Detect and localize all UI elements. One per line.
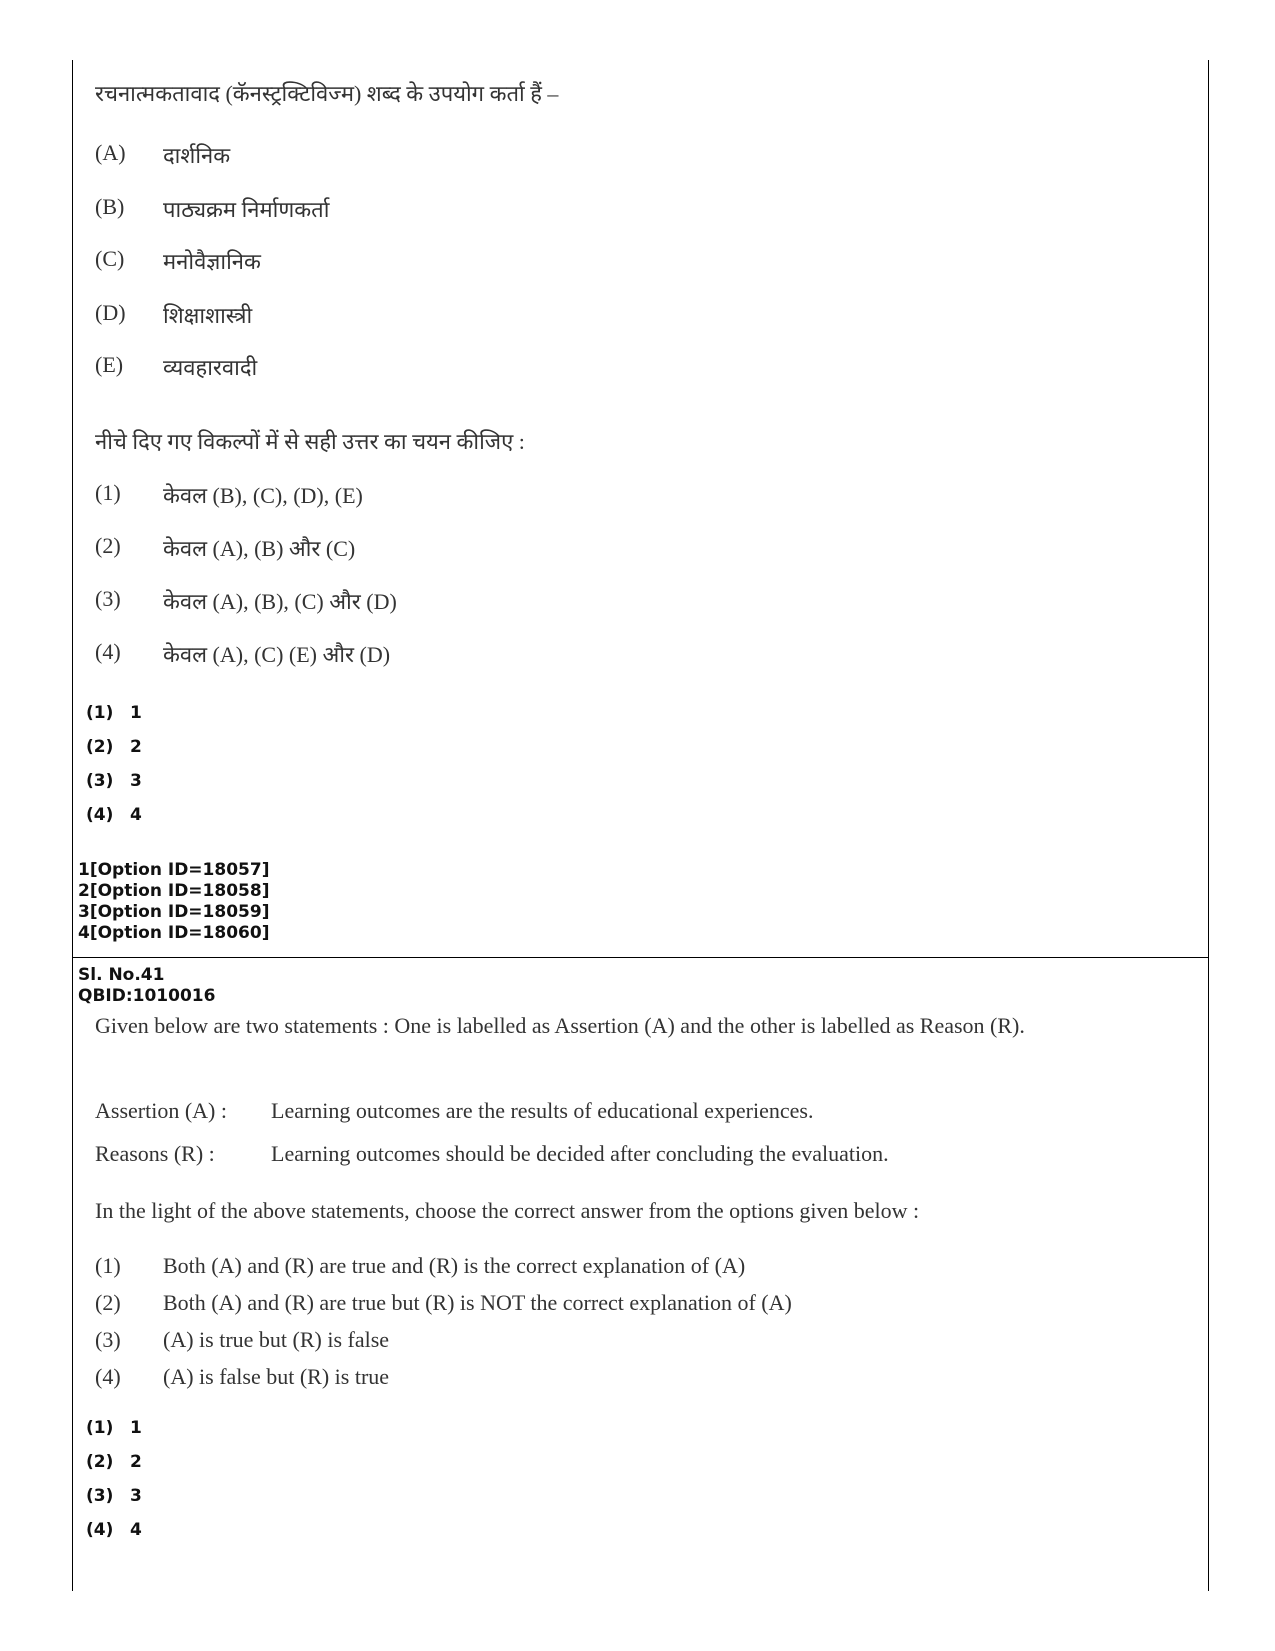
choice-text: केवल (A), (C) (E) और (D): [163, 642, 391, 667]
choice-3: [95, 1327, 1185, 1357]
qbid: QBID:1010016: [78, 986, 216, 1006]
statement-text: पाठ्यक्रम निर्माणकर्ता: [163, 197, 330, 222]
question-stem: रचनात्मकतावाद (कॅनस्ट्रक्टिविज्म) शब्द के उपयोग कर्ता हैं –: [95, 81, 559, 106]
right-border-line: [1208, 60, 1209, 1591]
answer-value: 3: [130, 771, 142, 791]
choice-2: [95, 533, 1185, 563]
left-border-line: [72, 60, 73, 1591]
option-id-1: 1[Option ID=18057]: [78, 860, 270, 880]
assertion-label: Assertion (A) :: [95, 1098, 227, 1123]
statement-c: [95, 246, 1185, 276]
option-id-4: 4[Option ID=18060]: [78, 923, 270, 943]
choice-label: (2): [95, 533, 121, 558]
choose-instruction: नीचे दिए गए विकल्पों में से सही उत्तर का चयन कीजिए :: [95, 429, 525, 454]
choice-text: Both (A) and (R) are true but (R) is NOT the correct explanation of (A): [163, 1290, 792, 1315]
statement-e: [95, 352, 1185, 382]
choose-instruction: In the light of the above statements, choose the correct answer from the options given below :: [95, 1198, 920, 1223]
statement-label: (B): [95, 194, 125, 219]
statement-text: दार्शनिक: [163, 143, 231, 168]
choice-label: (2): [95, 1290, 121, 1315]
answer-value: 3: [130, 1486, 142, 1506]
answer-number: (4): [86, 1520, 114, 1540]
statement-label: (D): [95, 300, 126, 325]
choice-4: [95, 639, 1185, 669]
choice-label: (1): [95, 1253, 121, 1278]
answer-value: 1: [130, 703, 142, 723]
choice-2: [95, 1290, 1185, 1320]
answer-value: 4: [130, 1520, 142, 1540]
answer-number: (2): [86, 1452, 114, 1472]
choice-label: (4): [95, 639, 121, 664]
answer-value: 2: [130, 1452, 142, 1472]
option-id-2: 2[Option ID=18058]: [78, 881, 270, 901]
choice-4: [95, 1364, 1185, 1394]
choice-text: Both (A) and (R) are true and (R) is the correct explanation of (A): [163, 1253, 746, 1278]
choice-3: [95, 586, 1185, 616]
answer-number: (3): [86, 1486, 114, 1506]
choice-text: केवल (B), (C), (D), (E): [163, 483, 363, 508]
answer-number: (1): [86, 1418, 114, 1438]
statement-d: [95, 300, 1185, 330]
statement-a: [95, 140, 1185, 170]
choice-text: (A) is false but (R) is true: [163, 1364, 390, 1389]
statement-label: (C): [95, 246, 125, 271]
choice-label: (1): [95, 480, 121, 505]
choice-1: [95, 1253, 1185, 1283]
choice-label: (3): [95, 1327, 121, 1352]
serial-number: Sl. No.41: [78, 965, 165, 985]
choice-text: केवल (A), (B) और (C): [163, 536, 356, 561]
answer-number: (3): [86, 771, 114, 791]
choice-text: (A) is true but (R) is false: [163, 1327, 390, 1352]
statement-b: [95, 194, 1185, 224]
statement-text: व्यवहारवादी: [163, 355, 258, 380]
choice-label: (4): [95, 1364, 121, 1389]
answer-value: 4: [130, 805, 142, 825]
answer-value: 2: [130, 737, 142, 757]
option-id-3: 3[Option ID=18059]: [78, 902, 270, 922]
choice-text: केवल (A), (B), (C) और (D): [163, 589, 397, 614]
statement-text: शिक्षाशास्त्री: [163, 303, 253, 328]
answer-number: (2): [86, 737, 114, 757]
answer-number: (4): [86, 805, 114, 825]
reason-label: Reasons (R) :: [95, 1141, 215, 1166]
question-intro: Given below are two statements : One is labelled as Assertion (A) and the other is labelled as Reason (R).: [95, 1013, 1025, 1038]
assertion-text: Learning outcomes are the results of educational experiences.: [271, 1098, 814, 1123]
statement-label: (A): [95, 140, 126, 165]
answer-number: (1): [86, 703, 114, 723]
statement-text: मनोवैज्ञानिक: [163, 249, 261, 274]
answer-value: 1: [130, 1418, 142, 1438]
statement-label: (E): [95, 352, 124, 377]
reason-text: Learning outcomes should be decided after concluding the evaluation.: [271, 1141, 889, 1166]
choice-label: (3): [95, 586, 121, 611]
question-separator: [72, 957, 1209, 958]
choice-1: [95, 480, 1185, 510]
